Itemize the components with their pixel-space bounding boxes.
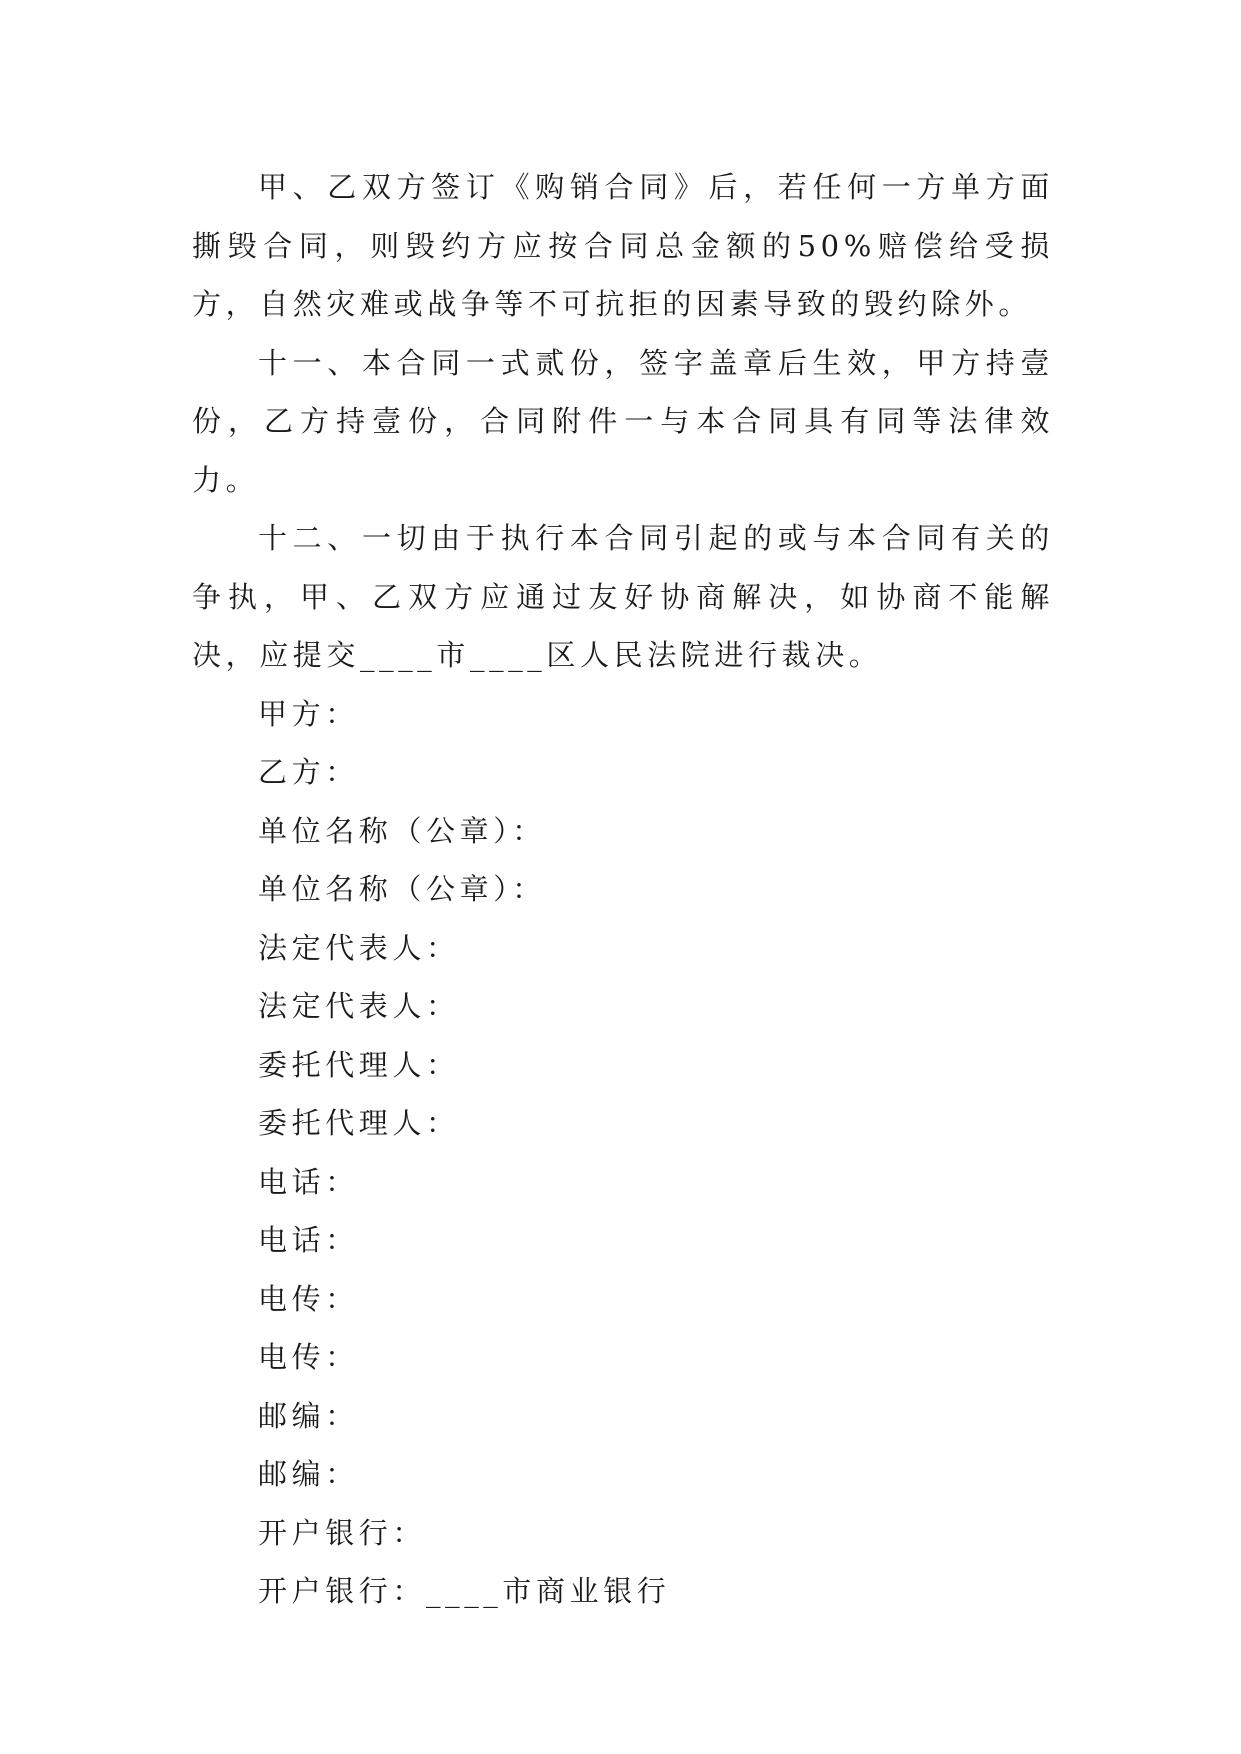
party-a-label: 甲方： bbox=[258, 696, 359, 731]
party-a-unit-name: 单位名称（公章）： bbox=[258, 813, 546, 848]
party-a-phone: 电话： bbox=[258, 1164, 359, 1199]
party-b-legal-rep: 法定代表人： bbox=[258, 989, 460, 1023]
party-a-legal-rep: 法定代表人： bbox=[258, 930, 460, 965]
clause-twelve-dispute: 十二、一切由于执行本合同引起的或与本合同有关的争执，甲、乙双方应通过友好协商解决，如协商不能解决，应提交____市____区人民法院进行裁决。 bbox=[192, 521, 1054, 672]
party-b-label: 乙方： bbox=[258, 755, 359, 789]
clause-breach-compensation: 甲、乙双方签订《购销合同》后，若任何一方单方面撕毁合同，则毁约方应按合同总金额的50%赔偿给受损方，自然灾难或战争等不可抗拒的因素导致的毁约除外。 bbox=[192, 170, 1054, 321]
party-a-agent: 委托代理人： bbox=[258, 1047, 460, 1082]
party-a-bank: 开户银行： bbox=[258, 1515, 427, 1550]
party-b-agent: 委托代理人： bbox=[258, 1106, 460, 1140]
party-b-unit-name: 单位名称（公章）： bbox=[258, 872, 546, 906]
party-a-postcode: 邮编： bbox=[258, 1398, 359, 1433]
clause-eleven-copies: 十一、本合同一式贰份，签字盖章后生效，甲方持壹份，乙方持壹份，合同附件一与本合同具有同等法律效力。 bbox=[192, 345, 1054, 497]
document-body bbox=[192, 158, 1054, 1621]
party-b-bank: 开户银行：____市商业银行 bbox=[258, 1574, 671, 1608]
party-b-postcode: 邮编： bbox=[258, 1457, 359, 1491]
party-b-fax: 电传： bbox=[258, 1340, 359, 1374]
party-a-fax: 电传： bbox=[258, 1281, 359, 1316]
party-b-phone: 电话： bbox=[258, 1223, 359, 1257]
